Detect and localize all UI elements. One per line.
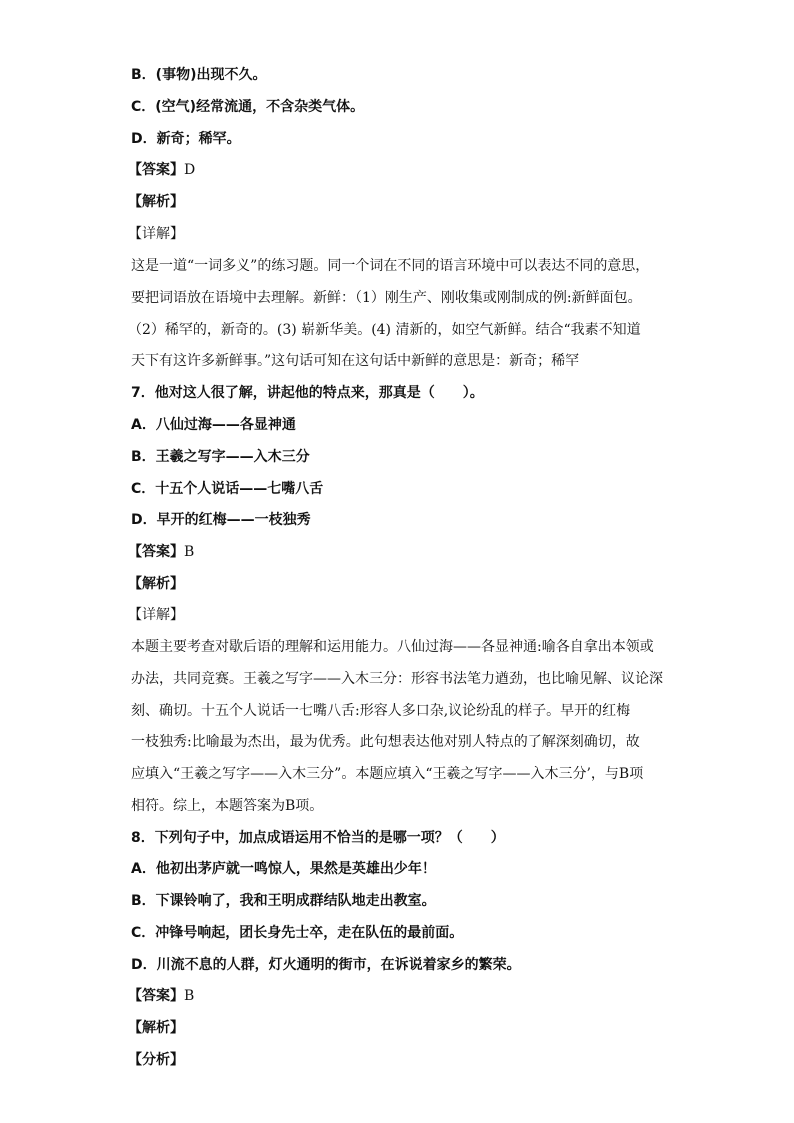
q7-explanation-line: 应填入“王羲之写字——入木三分”。本题应填入“王羲之写字——入木三分’，与B项 [131, 766, 644, 782]
q6-answer [128, 161, 195, 179]
q7-option-a: A．八仙过海——各显神通 [131, 417, 296, 433]
q8-analysis-label-text: 【解析】 [128, 1020, 184, 1036]
q6-option-b: B．(事物)出现不久。 [131, 67, 267, 83]
q7-explanation-line: 本题主要考查对歇后语的理解和运用能力。八仙过海——各显神通:喻各自拿出本领或 [131, 639, 654, 655]
q6-analysis-label-text: 【解析】 [128, 194, 184, 210]
q6-explanation-line: 天下有这许多新鲜事。”这句话可知在这句话中新鲜的意思是：新奇；稀罕 [131, 353, 580, 369]
q8-answer-label: 【答案】 [128, 988, 184, 1004]
q6-option-d: D．新奇；稀罕。 [131, 131, 241, 147]
q7-analysis-label-text: 【解析】 [128, 576, 184, 592]
q8-analysis-label [128, 1019, 184, 1037]
q8-detail-label-text: 【分析】 [128, 1052, 184, 1068]
q6-option-c: C．(空气)经常流通，不含杂类气体。 [131, 99, 365, 115]
q6-detail-label-text: 【详解】 [128, 226, 184, 242]
q7-explanation-line: 刻、确切。十五个人说话一七嘴八舌:形容人多口杂,议论纷乱的样子。早开的红梅 [131, 703, 631, 719]
q8-option-a: A．他初出茅庐就一鸣惊人，果然是英雄出少年！ [131, 861, 436, 877]
q7-analysis-label [128, 575, 184, 593]
q7-answer [128, 543, 194, 561]
q7-detail-label [128, 606, 184, 624]
q7-option-b: B．王羲之写字——入木三分 [131, 449, 310, 465]
q7-explanation-line: 一枝独秀:比喻最为杰出，最为优秀。此句想表达他对别人特点的了解深刻确切，故 [131, 734, 640, 750]
q6-analysis-label [128, 193, 184, 211]
q6-explanation-line: （2）稀罕的，新奇的。(3) 崭新华美。(4) 清新的，如空气新鲜。结合“我素不知道 [128, 322, 641, 338]
q6-explanation-line: 要把词语放在语境中去理解。新鲜：（1）刚生产、刚收集或刚制成的例:新鲜面包。 [131, 290, 642, 306]
q6-explanation-line: 这是一道“一词多义”的练习题。同一个词在不同的语言环境中可以表达不同的意思， [131, 258, 650, 274]
q7-explanation-line: 办法，共同竞赛。王羲之写字——入木三分：形容书法笔力遒劲，也比喻见解、议论深 [131, 671, 663, 687]
q7-answer-label: 【答案】 [128, 544, 184, 560]
q6-answer-label: 【答案】 [128, 162, 184, 178]
q7-answer-value: B [184, 544, 195, 560]
q7-question: 7．他对这人很了解，讲起他的特点来，那真是（ ）。 [131, 385, 484, 401]
q8-option-d: D．川流不息的人群，灯火通明的街市，在诉说着家乡的繁荣。 [131, 957, 521, 973]
q7-detail-label-text: 【详解】 [128, 607, 184, 623]
q7-explanation-line: 相符。综上，本题答案为B项。 [131, 798, 324, 814]
q8-answer-value: B [184, 988, 195, 1004]
q6-answer-value: D [184, 162, 196, 178]
q7-option-c: C．十五个人说话——七嘴八舌 [131, 481, 324, 497]
q8-option-b: B．下课铃响了，我和王明成群结队地走出教室。 [131, 893, 436, 909]
q6-detail-label [128, 225, 184, 243]
q8-question: 8．下列句子中，加点成语运用不恰当的是哪一项？（ ） [131, 830, 505, 846]
q8-option-c: C．冲锋号响起，团长身先士卒，走在队伍的最前面。 [131, 925, 464, 941]
q8-detail-label [128, 1051, 184, 1069]
q7-option-d: D．早开的红梅——一枝独秀 [131, 512, 311, 528]
q8-answer [128, 987, 194, 1005]
